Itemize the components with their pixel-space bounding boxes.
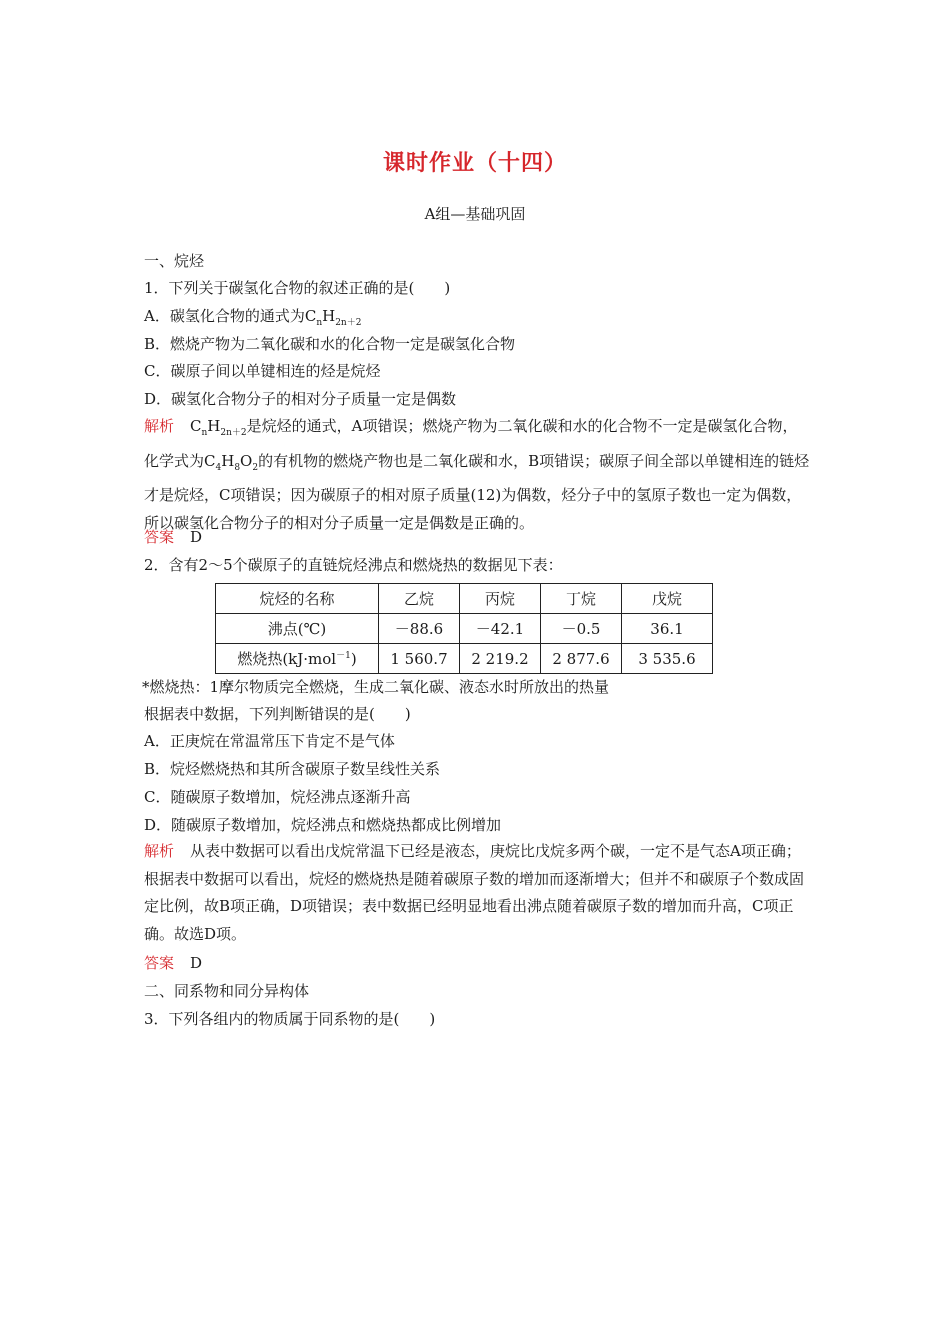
alkane-data-table bbox=[215, 583, 713, 674]
table-cell: 36.1 bbox=[622, 614, 713, 644]
question-2-stem: 2．含有2～5个碳原子的直链烷烃沸点和燃烧热的数据见下表： bbox=[144, 556, 563, 574]
question-1-answer: 答案 D bbox=[144, 528, 203, 546]
table-cell: －42.1 bbox=[460, 614, 541, 644]
table-cell: 2 219.2 bbox=[460, 644, 541, 674]
table-cell: 沸点(℃) bbox=[216, 614, 379, 644]
table-cell: 燃烧热(kJ·mol$^{-1}$) bbox=[216, 644, 379, 674]
question-1-option-c: C．碳原子间以单键相连的烃是烷烃 bbox=[144, 362, 381, 380]
table-row bbox=[216, 614, 713, 644]
table-cell: 3 535.6 bbox=[622, 644, 713, 674]
table-cell: －0.5 bbox=[541, 614, 622, 644]
table-cell: －88.6 bbox=[379, 614, 460, 644]
table-cell: 戊烷 bbox=[622, 584, 713, 614]
question-2-question: 根据表中数据，下列判断错误的是( ) bbox=[144, 705, 411, 723]
analysis-label: 解析 bbox=[144, 417, 175, 435]
analysis-label: 解析 bbox=[144, 842, 175, 860]
question-2-option-b: B．烷烃燃烧热和其所含碳原子数呈线性关系 bbox=[144, 760, 441, 778]
answer-label: 答案 bbox=[144, 954, 175, 972]
table-cell: 2 877.6 bbox=[541, 644, 622, 674]
question-1-analysis: 解析 $C_nH_{2n+2}$是烷烃的通式，A项错误；燃烧产物为二氧化碳和水的化合物不一定是碳氢化合物，化学式为$C_4H_8O_2$的有机物的燃烧产物也是二氧化碳和水，B项错误；碳原子间全部以单键相连的链烃才是烷烃，C项错误；因为碳原子的相对原子质量(12)为偶数，烃分子中的氢原子数也一定为偶数，所以碳氢化合物分子的相对分子质量一定是偶数是正确的。 bbox=[144, 417, 810, 532]
question-1-stem: 1．下列关于碳氢化合物的叙述正确的是( ) bbox=[144, 279, 451, 297]
question-3-stem: 3．下列各组内的物质属于同系物的是( ) bbox=[144, 1010, 436, 1028]
question-2-option-d: D．随碳原子数增加，烷烃沸点和燃烧热都成比例增加 bbox=[144, 816, 502, 834]
table-header-row bbox=[216, 584, 713, 614]
section-heading-alkanes: 一、烷烃 bbox=[144, 252, 205, 270]
question-2-analysis: 解析 从表中数据可以看出戊烷常温下已经是液态，庚烷比戊烷多两个碳，一定不是气态A项正确；根据表中数据可以看出，烷烃的燃烧热是随着碳原子数的增加而逐渐增大；但并不和碳原子个数成固定比例，故B项正确，D项错误；表中数据已经明显地看出沸点随着碳原子数的增加而升高，C项正确。故选D项。 bbox=[144, 842, 805, 943]
table-cell: 丁烷 bbox=[541, 584, 622, 614]
answer-label: 答案 bbox=[144, 528, 175, 546]
table-cell: 乙烷 bbox=[379, 584, 460, 614]
table-cell: 丙烷 bbox=[460, 584, 541, 614]
question-1-option-b: B．燃烧产物为二氧化碳和水的化合物一定是碳氢化合物 bbox=[144, 335, 516, 353]
table-cell: 1 560.7 bbox=[379, 644, 460, 674]
combustion-heat-note: *燃烧热：1摩尔物质完全燃烧，生成二氧化碳、液态水时所放出的热量 bbox=[142, 678, 610, 696]
table-cell: 烷烃的名称 bbox=[216, 584, 379, 614]
section-heading-homologs: 二、同系物和同分异构体 bbox=[144, 982, 310, 1000]
page-title: 课时作业（十四） bbox=[382, 150, 567, 176]
table-row bbox=[216, 644, 713, 674]
question-1-option-a: A．碳氢化合物的通式为$C_nH_{2n+2}$ bbox=[144, 307, 362, 328]
question-2-option-c: C．随碳原子数增加，烷烃沸点逐渐升高 bbox=[144, 788, 411, 806]
group-subtitle: A组—基础巩固 bbox=[424, 205, 526, 223]
question-1-option-d: D．碳氢化合物分子的相对分子质量一定是偶数 bbox=[144, 390, 457, 408]
question-2-option-a: A．正庚烷在常温常压下肯定不是气体 bbox=[144, 732, 395, 750]
question-2-answer: 答案 D bbox=[144, 954, 203, 972]
